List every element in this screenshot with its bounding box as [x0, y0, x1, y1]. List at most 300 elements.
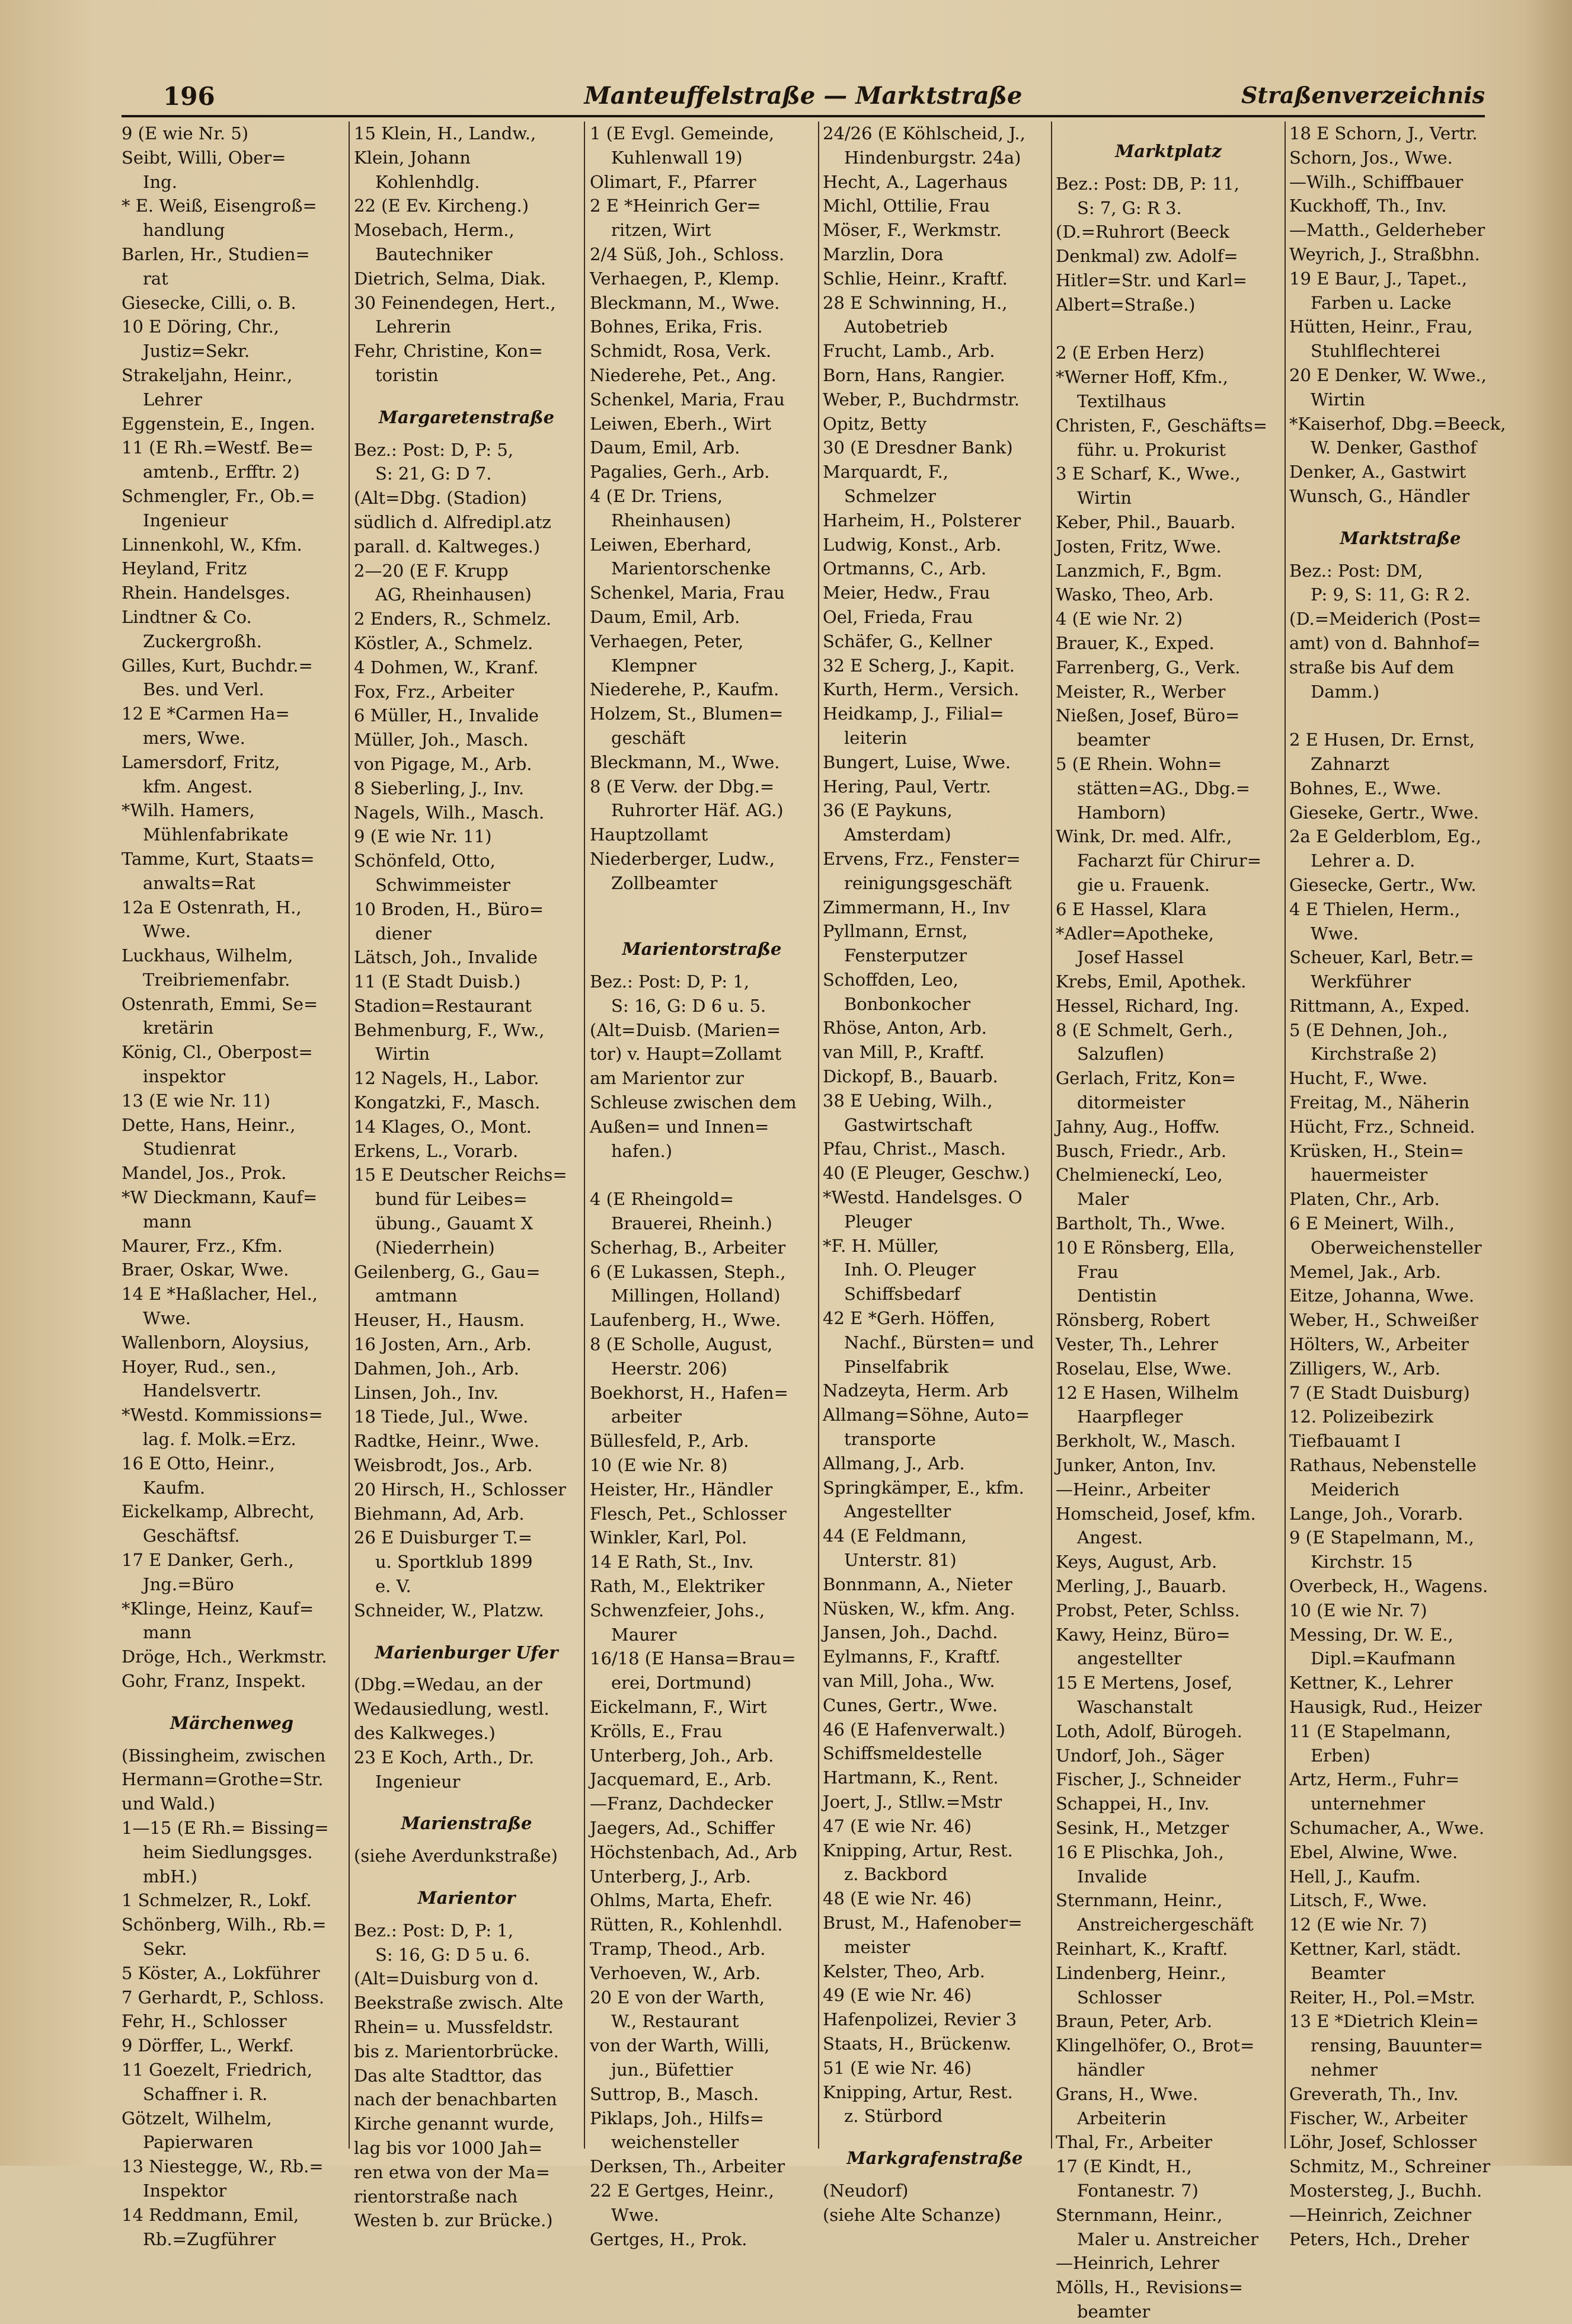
directory-line: Weber, H., Schweißer — [1289, 1310, 1478, 1331]
directory-line: Kirchstraße 2) — [1311, 1044, 1437, 1064]
directory-line: Dipl.=Kaufmann — [1311, 1648, 1456, 1669]
directory-line: Hering, Paul, Vertr. — [823, 776, 992, 797]
directory-line: Niederehe, Pet., Ang. — [590, 365, 777, 385]
directory-line: (siehe Averdunkstraße) — [354, 1846, 558, 1866]
directory-line: 28 E Schwinning, H., — [823, 292, 1008, 313]
directory-line: Winkler, Karl, Pol. — [590, 1527, 747, 1548]
directory-line: Erben) — [1311, 1745, 1370, 1766]
directory-line: südlich d. Alfredipl.atz — [354, 512, 551, 532]
directory-line: Schönfeld, Otto, — [354, 851, 496, 871]
directory-line: übung., Gauamt X — [375, 1213, 533, 1234]
directory-line: Marzlin, Dora — [823, 244, 944, 264]
directory-line: Pleuger — [844, 1211, 912, 1232]
directory-line: hauermeister — [1311, 1165, 1428, 1185]
directory-line: Vester, Th., Lehrer — [1056, 1334, 1218, 1355]
directory-line: Inh. O. Pleuger — [844, 1260, 976, 1280]
directory-line: Reinhart, K., Kraftf. — [1056, 1938, 1228, 1959]
directory-line: ritzen, Wirt — [611, 220, 711, 241]
directory-line: Klempner — [611, 655, 696, 676]
directory-line: ditormeister — [1077, 1092, 1186, 1113]
directory-line: 16 E Otto, Heinr., — [122, 1453, 276, 1473]
directory-line: Busch, Friedr., Arb. — [1056, 1140, 1227, 1161]
directory-line: 42 E *Gerh. Höffen, — [823, 1308, 995, 1329]
directory-line: Kirchstr. 15 — [1311, 1552, 1413, 1572]
directory-line: Frucht, Lamb., Arb. — [823, 341, 995, 362]
directory-line: 16/18 (E Hansa=Brau= — [590, 1648, 796, 1669]
directory-line: toristin — [375, 365, 439, 385]
directory-line: Leiwen, Eberhard, — [590, 534, 752, 555]
directory-line: 4 E Thielen, Herm., — [1289, 899, 1461, 919]
directory-line: u. Sportklub 1899 — [375, 1552, 533, 1572]
directory-line: Lehrer a. D. — [1311, 851, 1416, 871]
directory-line: Zilligers, W., Arb. — [1289, 1358, 1441, 1379]
column-divider — [349, 122, 350, 2149]
directory-line: Rittmann, A., Exped. — [1289, 995, 1470, 1016]
directory-line: Marientorschenke — [611, 558, 771, 579]
directory-line: *F. H. Müller, — [823, 1235, 940, 1256]
directory-line: *Werner Hoff, Kfm., — [1056, 367, 1228, 388]
directory-line: Schumacher, A., Wwe. — [1289, 1817, 1485, 1838]
directory-line: Loth, Adolf, Bürogeh. — [1056, 1721, 1242, 1741]
column-1 — [122, 122, 342, 2249]
directory-line: Kettner, K., Lehrer — [1289, 1673, 1453, 1693]
directory-line: 47 (E wie Nr. 46) — [823, 1815, 972, 1836]
directory-line: Rb.=Zugführer — [143, 2229, 276, 2249]
directory-line: Bez.: Post: D, P: 1, — [354, 1920, 514, 1941]
directory-line: 2 Enders, R., Schmelz. — [354, 609, 552, 629]
directory-line: Heyland, Fritz — [122, 558, 247, 579]
directory-line: Hecht, A., Lagerhaus — [823, 171, 1008, 192]
directory-line: Ortmanns, C., Arb. — [823, 558, 987, 579]
directory-line: Gertges, H., Prok. — [590, 2229, 747, 2249]
directory-line: 24/26 (E Köhlscheid, J., — [823, 123, 1025, 143]
page-header — [122, 82, 1485, 117]
directory-line: Wirtin — [1077, 488, 1132, 509]
directory-line: Hermann=Grothe=Str. — [122, 1769, 324, 1790]
directory-line: Sternmann, Heinr., — [1056, 1890, 1223, 1911]
running-title: Manteuffelstraße — Marktstraße — [584, 82, 1023, 110]
directory-line: Kettner, Karl, städt. — [1289, 1938, 1462, 1959]
directory-line: Laufenberg, H., Wwe. — [590, 1310, 781, 1331]
directory-line: Mostersteg, J., Buchh. — [1289, 2180, 1482, 2201]
directory-line: Hütten, Heinr., Frau, — [1289, 317, 1473, 337]
directory-line: kfm. Angest. — [143, 776, 253, 797]
directory-line: Jahny, Aug., Hoffw. — [1056, 1116, 1220, 1137]
column-divider — [818, 122, 819, 2149]
directory-line: stätten=AG., Dbg.= — [1077, 778, 1250, 798]
directory-line: Schwimmeister — [375, 874, 510, 895]
directory-line: Ruhrorter Häf. AG.) — [611, 800, 784, 821]
directory-line: 17 (E Kindt, H., — [1056, 2156, 1192, 2177]
directory-line: Schaffner i. R. — [143, 2083, 268, 2104]
directory-line: Suttrop, B., Masch. — [590, 2083, 759, 2104]
directory-line: Flesch, Pet., Schlosser — [590, 1503, 787, 1524]
directory-line: Rönsberg, Robert — [1056, 1310, 1210, 1331]
directory-line: gie u. Frauenk. — [1077, 874, 1210, 895]
directory-line: 9 (E Stapelmann, M., — [1289, 1527, 1474, 1548]
directory-line: Verhoeven, W., Arb. — [590, 1962, 761, 1983]
directory-line: Hucht, F., Wwe. — [1289, 1068, 1428, 1089]
directory-line: Pfau, Christ., Masch. — [823, 1139, 1006, 1159]
directory-line: Bez.: Post: DB, P: 11, — [1056, 173, 1239, 194]
directory-line: Außen= und Innen= — [590, 1116, 769, 1137]
directory-line: 15 E Deutscher Reichs= — [354, 1165, 567, 1185]
directory-line: 8 (E Verw. der Dbg.= — [590, 776, 775, 797]
directory-line: Jng.=Büro — [143, 1574, 234, 1594]
directory-line: 22 E Gertges, Heinr., — [590, 2180, 774, 2201]
directory-line: kretärin — [143, 1018, 214, 1038]
directory-line: Autobetrieb — [844, 317, 948, 337]
directory-line: Dickopf, B., Bauarb. — [823, 1066, 998, 1087]
directory-line: Knipping, Artur, Rest. — [823, 2082, 1013, 2102]
directory-line: 38 E Uebing, Wilh., — [823, 1090, 993, 1111]
directory-line: 15 Klein, H., Landw., — [354, 123, 536, 143]
directory-line: 10 E Döring, Chr., — [122, 317, 280, 337]
directory-line: Undorf, Joh., Säger — [1056, 1745, 1224, 1766]
directory-line: 5 (E Dehnen, Joh., — [1289, 1019, 1448, 1040]
directory-line: Hücht, Frz., Schneid. — [1289, 1116, 1475, 1137]
directory-line: Radtke, Heinr., Wwe. — [354, 1431, 539, 1452]
directory-line: Scherhag, B., Arbeiter — [590, 1237, 786, 1258]
directory-line: Platen, Chr., Arb. — [1289, 1189, 1440, 1210]
directory-line: (Alt=Dbg. (Stadion) — [354, 488, 527, 509]
directory-line: Brust, M., Hafenober= — [823, 1912, 1023, 1933]
directory-line: 3 E Scharf, K., Wwe., — [1056, 463, 1241, 484]
directory-line: Lehrerin — [375, 317, 451, 337]
directory-line: führ. u. Prokurist — [1077, 439, 1226, 460]
directory-line: Dahmen, Joh., Arb. — [354, 1358, 519, 1379]
directory-line: Schmelzer — [844, 485, 937, 506]
street-heading: Markgrafenstraße — [846, 2148, 1023, 2169]
directory-line: Chelmieneckí, Leo, — [1056, 1165, 1223, 1185]
directory-line: Luckhaus, Wilhelm, — [122, 945, 293, 966]
directory-line: Heister, Hr., Händler — [590, 1479, 773, 1500]
directory-line: Maurer — [611, 1624, 677, 1645]
directory-line: 5 Köster, A., Lokführer — [122, 1962, 320, 1983]
directory-line: Geschäftsf. — [143, 1526, 240, 1546]
directory-line: meister — [844, 1936, 910, 1957]
directory-line: Papierwaren — [143, 2132, 254, 2153]
directory-line: Unterberg, J., Arb. — [590, 1866, 752, 1887]
directory-line: Dietrich, Selma, Diak. — [354, 268, 546, 289]
directory-line: Gastwirtschaft — [844, 1114, 973, 1135]
page-edge-shadow — [1525, 0, 1572, 2166]
directory-line: Krölls, E., Frau — [590, 1721, 723, 1741]
directory-line: Homscheid, Josef, kfm. — [1056, 1503, 1256, 1524]
directory-line: Bonbonkocher — [844, 993, 971, 1014]
directory-line: Tiefbauamt I — [1289, 1431, 1401, 1452]
directory-line: Schönberg, Wilh., Rb.= — [122, 1914, 327, 1935]
directory-line: Gerlach, Fritz, Kon= — [1056, 1068, 1236, 1089]
directory-line: Reiter, H., Pol.=Mstr. — [1289, 1987, 1475, 2007]
directory-line: Wirtin — [1311, 389, 1366, 410]
directory-line: Schoffden, Leo, — [823, 969, 958, 990]
directory-line: Giesecke, Cilli, o. B. — [122, 292, 296, 313]
directory-line: Waschanstalt — [1077, 1697, 1193, 1717]
directory-line: Justiz=Sekr. — [143, 341, 250, 362]
directory-line: Pinselfabrik — [844, 1356, 949, 1377]
directory-line: Das alte Stadttor, das — [354, 2065, 542, 2086]
column-5 — [1056, 122, 1281, 2322]
directory-line: Wedausiedlung, westl. — [354, 1699, 549, 1719]
directory-line: von der Warth, Willi, — [590, 2035, 770, 2056]
directory-line: 20 E Denker, W. Wwe., — [1289, 365, 1487, 385]
directory-line: —Matth., Gelderheber — [1289, 220, 1485, 241]
directory-line: Lehrer — [143, 389, 202, 410]
directory-line — [1056, 317, 1281, 341]
directory-line: 10 Broden, H., Büro= — [354, 899, 544, 919]
directory-line: Grans, H., Wwe. — [1056, 2083, 1199, 2104]
directory-line: 10 E Rönsberg, Ella, — [1056, 1237, 1235, 1258]
directory-line: hafen.) — [611, 1140, 673, 1161]
directory-line: und Wald.) — [122, 1794, 216, 1814]
directory-line: Messing, Dr. W. E., — [1289, 1624, 1453, 1645]
directory-line: Fox, Frz., Arbeiter — [354, 681, 515, 702]
directory-line: —Wilh., Schiffbauer — [1289, 171, 1464, 192]
directory-line: Schiffsmeldestelle — [823, 1743, 982, 1764]
directory-line: 17 E Danker, Gerh., — [122, 1550, 294, 1571]
directory-line: (siehe Alte Schanze) — [823, 2204, 1001, 2225]
directory-line: W., Restaurant — [611, 2011, 739, 2032]
directory-line: 2 E Husen, Dr. Ernst, — [1289, 730, 1475, 750]
directory-line: Nachf., Bürsten= und — [844, 1332, 1034, 1353]
directory-line: Kelster, Theo, Arb. — [823, 1961, 985, 1981]
directory-line: amtmann — [375, 1286, 458, 1306]
directory-line: 5 (E Rhein. Wohn= — [1056, 753, 1222, 774]
directory-line: Weyrich, J., Straßbhn. — [1289, 244, 1480, 264]
directory-line: 2 E *Heinrich Ger= — [590, 196, 761, 216]
directory-line: 14 E Rath, St., Inv. — [590, 1552, 754, 1572]
directory-line: 4 (E Dr. Triens, — [590, 485, 723, 506]
directory-line: Dröge, Hch., Werkmstr. — [122, 1647, 327, 1667]
directory-line: Lindtner & Co. — [122, 606, 252, 627]
directory-line: —Franz, Dachdecker — [590, 1794, 773, 1814]
directory-line: Bonnmann, A., Nieter — [823, 1574, 1012, 1594]
directory-line: Hartmann, K., Rent. — [823, 1767, 999, 1788]
directory-line: S: 21, G: D 7. — [375, 463, 492, 484]
directory-line: Staats, H., Brückenw. — [823, 2033, 1012, 2054]
directory-line: 12 (E wie Nr. 7) — [1289, 1914, 1427, 1935]
directory-line: Fischer, J., Schneider — [1056, 1769, 1241, 1790]
street-heading: Marktstraße — [1340, 528, 1461, 548]
directory-line: 14 E *Haßlacher, Hel., — [122, 1284, 318, 1305]
directory-line: Mandel, Jos., Prok. — [122, 1163, 287, 1184]
directory-line: Sternmann, Heinr., — [1056, 2204, 1223, 2225]
directory-line: 30 Feinendegen, Hert., — [354, 292, 556, 313]
directory-line: Beekstraße zwisch. Alte — [354, 1993, 564, 2013]
directory-line: 51 (E wie Nr. 46) — [823, 2057, 972, 2078]
directory-line: diener — [375, 923, 432, 944]
directory-line: weichensteller — [611, 2132, 739, 2153]
directory-line: beamter — [1077, 2301, 1151, 2322]
directory-line: Ingenieur — [375, 1771, 461, 1792]
directory-line: am Marientor zur — [590, 1068, 744, 1089]
street-heading: Marktplatz — [1115, 141, 1222, 161]
directory-line: Kirche genannt wurde, — [354, 2114, 555, 2134]
directory-line: Heuser, H., Hausm. — [354, 1310, 525, 1331]
directory-line: Overbeck, H., Wagens. — [1289, 1576, 1488, 1597]
street-heading: Marienstraße — [401, 1813, 532, 1834]
directory-line: Allmang, J., Arb. — [823, 1453, 965, 1473]
directory-line: S: 16, G: D 5 u. 6. — [375, 1944, 531, 1965]
directory-line: Unterberg, Joh., Arb. — [590, 1745, 774, 1766]
directory-line: erei, Dortmund) — [611, 1673, 752, 1693]
directory-line: 7 Gerhardt, P., Schloss. — [122, 1987, 325, 2007]
directory-line — [590, 896, 814, 920]
directory-line: Krebs, Emil, Apothek. — [1056, 971, 1247, 992]
directory-line: 4 (E wie Nr. 2) — [1056, 609, 1183, 629]
directory-line: Salzuflen) — [1077, 1044, 1164, 1064]
directory-line: van Mill, P., Kraftf. — [823, 1042, 985, 1063]
directory-line: 23 E Koch, Arth., Dr. — [354, 1747, 535, 1767]
directory-line: Schappei, H., Inv. — [1056, 1794, 1210, 1814]
directory-line: Höchstenbach, Ad., Arb — [590, 1842, 797, 1862]
directory-line: 9 Dörffer, L., Werkf. — [122, 2035, 294, 2056]
directory-line: Probst, Peter, Schlss. — [1056, 1600, 1240, 1620]
directory-line: Hölters, W., Arbeiter — [1289, 1334, 1469, 1355]
directory-line: Geilenberg, G., Gau= — [354, 1261, 541, 1282]
directory-line: Bez.: Post: D, P: 5, — [354, 439, 514, 460]
directory-line: Heerstr. 206) — [611, 1358, 727, 1379]
column-divider — [1051, 122, 1052, 2149]
directory-line: 2—20 (E F. Krupp — [354, 560, 509, 581]
directory-line: 2/4 Süß, Joh., Schloss. — [590, 244, 785, 264]
street-heading: Marienburger Ufer — [375, 1642, 558, 1663]
directory-line: Zollbeamter — [611, 872, 718, 893]
directory-line: 12. Polizeibezirk — [1289, 1406, 1434, 1427]
directory-line: unternehmer — [1311, 1794, 1426, 1814]
directory-line: Angestellter — [844, 1501, 951, 1522]
directory-line: Ebel, Alwine, Wwe. — [1289, 1842, 1458, 1862]
directory-line: Lindenberg, Heinr., — [1056, 1962, 1226, 1983]
directory-line: Kuckhoff, Th., Inv. — [1289, 196, 1447, 216]
directory-line: Giesecke, Gertr., Ww. — [1289, 874, 1477, 895]
directory-line: 16 E Plischka, Joh., — [1056, 1842, 1224, 1862]
directory-line: 13 Niestegge, W., Rb.= — [122, 2156, 324, 2177]
directory-line: S: 7, G: R 3. — [1077, 197, 1182, 218]
directory-line: —Heinrich, Lehrer — [1056, 2253, 1219, 2274]
column-6 — [1289, 122, 1512, 2249]
directory-line: Krüsken, H., Stein= — [1289, 1140, 1464, 1161]
directory-line: Cunes, Gertr., Wwe. — [823, 1695, 998, 1715]
directory-line: Hessel, Richard, Ing. — [1056, 995, 1239, 1016]
directory-line: Freitag, M., Näherin — [1289, 1092, 1470, 1113]
directory-line: Daum, Emil, Arb. — [590, 606, 740, 627]
directory-line: Barlen, Hr., Studien= — [122, 244, 310, 264]
directory-line: (Neudorf) — [823, 2180, 909, 2201]
directory-line: Studienrat — [143, 1139, 236, 1159]
column-3 — [590, 122, 814, 2249]
column-4 — [823, 122, 1047, 2225]
directory-line: Wasko, Theo, Arb. — [1056, 584, 1214, 605]
directory-line: Bohnes, Erika, Fris. — [590, 317, 763, 337]
directory-line: Eickelkamp, Albrecht, — [122, 1501, 315, 1522]
directory-line: amtenb., Erfftr. 2) — [143, 462, 300, 482]
directory-line: Ervens, Frz., Fenster= — [823, 848, 1021, 869]
directory-line: P: 9, S: 11, G: R 2. — [1311, 584, 1471, 605]
directory-line: Kongatzki, F., Masch. — [354, 1092, 541, 1113]
directory-line: Weisbrodt, Jos., Arb. — [354, 1455, 533, 1476]
directory-line: Bez.: Post: D, P: 1, — [590, 971, 750, 992]
directory-line: (Niederrhein) — [375, 1237, 495, 1258]
directory-line — [1289, 704, 1512, 728]
directory-line: Unterstr. 81) — [844, 1550, 957, 1571]
directory-line: Zahnarzt — [1311, 753, 1389, 774]
directory-line: Tamme, Kurt, Staats= — [122, 848, 315, 869]
directory-line: Wallenborn, Aloysius, — [122, 1332, 309, 1353]
directory-line: Josef Hassel — [1077, 947, 1184, 968]
directory-line: 22 (E Ev. Kircheng.) — [354, 196, 529, 216]
directory-line: Schäfer, G., Kellner — [823, 631, 992, 651]
directory-line: Treibriemenfabr. — [143, 969, 290, 990]
directory-line: Möser, F., Werkmstr. — [823, 220, 1002, 241]
directory-line: S: 16, G: D 6 u. 5. — [611, 995, 766, 1016]
directory-line: Rütten, R., Kohlenhdl. — [590, 1914, 783, 1935]
directory-line: Weber, P., Buchdrmstr. — [823, 389, 1020, 410]
directory-line: Nagels, Wilh., Masch. — [354, 802, 545, 823]
directory-line: 20 Hirsch, H., Schlosser — [354, 1479, 567, 1500]
directory-line: Erkens, L., Vorarb. — [354, 1140, 519, 1161]
directory-line: Ludwig, Konst., Arb. — [823, 534, 1002, 555]
directory-line: rientorstraße nach — [354, 2186, 518, 2207]
directory-line: Kuhlenwall 19) — [611, 147, 743, 168]
directory-line: Schmengler, Fr., Ob.= — [122, 485, 315, 506]
directory-line: (D.=Ruhrort (Beeck — [1056, 222, 1230, 242]
directory-line: Strakeljahn, Heinr., — [122, 365, 293, 385]
directory-line: Haarpfleger — [1077, 1406, 1183, 1427]
directory-line: Harheim, H., Polsterer — [823, 510, 1021, 530]
directory-line: bis z. Marientorbrücke. — [354, 2041, 559, 2061]
directory-line: Wirtin — [375, 1044, 430, 1064]
directory-line: —Heinrich, Zeichner — [1289, 2204, 1472, 2225]
directory-line: Heidkamp, J., Filial= — [823, 704, 1004, 724]
directory-line: inspektor — [143, 1066, 226, 1087]
directory-line: Rathaus, Nebenstelle — [1289, 1455, 1477, 1476]
directory-line: Meister, R., Werber — [1056, 681, 1226, 702]
directory-line: Schenkel, Maria, Frau — [590, 583, 785, 603]
directory-line: Springkämper, E., kfm. — [823, 1477, 1024, 1498]
directory-line: Wwe. — [143, 1308, 191, 1329]
directory-line: Rhein. Handelsges. — [122, 583, 291, 603]
directory-line: Hell, J., Kaufm. — [1289, 1866, 1421, 1887]
directory-line: Ingenieur — [143, 510, 228, 530]
directory-line: Bes. und Verl. — [143, 679, 264, 700]
directory-line: leiterin — [844, 727, 908, 748]
directory-line: beamter — [1077, 730, 1151, 750]
directory-line: *Westd. Handelsges. O — [823, 1187, 1023, 1208]
directory-line: 9 (E wie Nr. 11) — [354, 826, 492, 847]
directory-line: Berkholt, W., Masch. — [1056, 1431, 1236, 1452]
directory-line: *Wilh. Hamers, — [122, 800, 255, 821]
directory-line: geschäft — [611, 727, 686, 748]
directory-line: Peters, Hch., Dreher — [1289, 2229, 1469, 2249]
street-heading: Marientor — [417, 1887, 516, 1908]
directory-line: Westen b. zur Brücke.) — [354, 2210, 553, 2231]
directory-line: Facharzt für Chirur= — [1077, 851, 1261, 871]
directory-line: händler — [1077, 2059, 1145, 2080]
directory-line: 20 E von der Warth, — [590, 1987, 765, 2007]
directory-line: Fehr, Christine, Kon= — [354, 341, 543, 362]
directory-line: 36 (E Paykuns, — [823, 800, 953, 821]
directory-line: nach der benachbarten — [354, 2089, 557, 2110]
directory-line: Schneider, W., Platzw. — [354, 1600, 544, 1620]
directory-line: Junker, Anton, Inv. — [1056, 1455, 1216, 1476]
directory-line: Olimart, F., Pfarrer — [590, 171, 756, 192]
directory-line: Pagalies, Gerh., Arb. — [590, 462, 770, 482]
directory-line: Born, Hans, Rangier. — [823, 365, 1005, 385]
directory-line: Gilles, Kurt, Buchdr.= — [122, 655, 313, 676]
directory-line: 11 (E Stapelmann, — [1289, 1721, 1451, 1741]
